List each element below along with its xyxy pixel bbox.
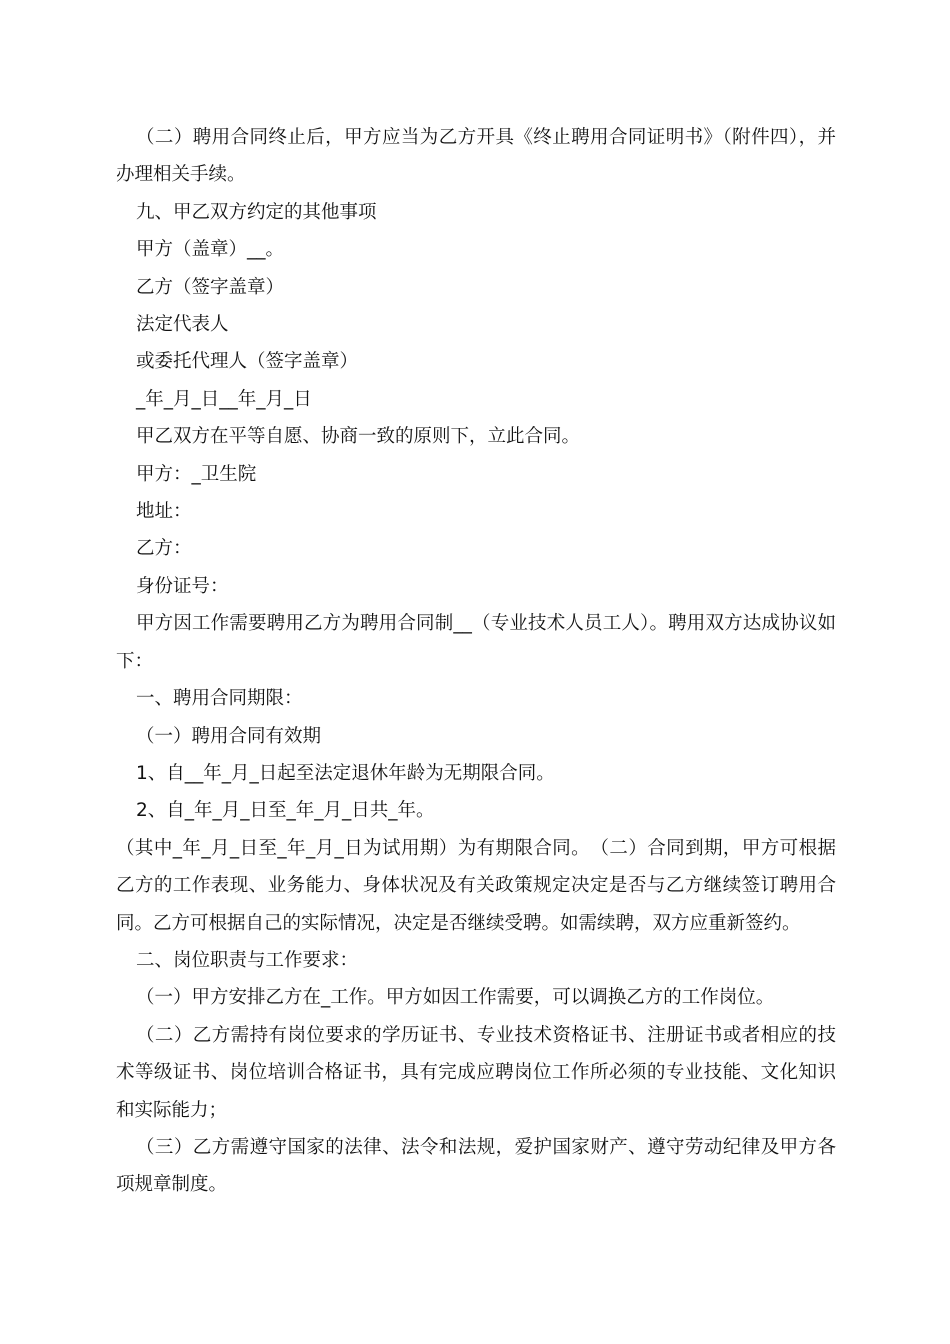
party-a-name-line: 甲方：_卫生院	[136, 463, 257, 485]
party-a-seal-line: 甲方（盖章）__。	[136, 239, 285, 261]
paragraph-contract-termination-certificate: （二）聘用合同终止后，甲方应当为乙方开具《终止聘用合同证明书》（附件四），并办理相关手续。	[116, 127, 836, 186]
clause-indefinite-contract: 1、自__年_月_日起至法定退休年龄为无期限合同。	[136, 762, 555, 784]
paragraph-employment-agreement: 甲方因工作需要聘用乙方为聘用合同制__（专业技术人员工人）。聘用双方达成协议如下：	[116, 613, 836, 672]
party-b-name-line: 乙方：	[136, 538, 192, 560]
heading-contract-term: 一、聘用合同期限：	[136, 688, 303, 710]
party-b-signature-line: 乙方（签字盖章）	[136, 276, 285, 298]
clause-fixed-term-contract: 2、自_年_月_日至_年_月_日共_年。	[136, 800, 435, 822]
paragraph-probation-and-renewal: （其中_年_月_日至_年_月_日为试用期）为有期限合同。 （二）合同到期，甲方可根据乙方的工作表现、业务能力、身体状况及有关政策规定决定是否与乙方继续签订聘用合同。乙方可根据自己的实际情况，决定是否继续受聘。如需续聘，双方应重新签约。	[116, 837, 836, 934]
paragraph-contract-principle: 甲乙双方在平等自愿、协商一致的原则下，立此合同。	[136, 426, 581, 448]
legal-representative-line: 法定代表人	[136, 314, 229, 336]
heading-other-matters: 九、甲乙双方约定的其他事项	[136, 201, 377, 223]
id-number-line: 身份证号：	[136, 575, 229, 597]
document-body	[116, 119, 836, 1204]
address-line: 地址：	[136, 501, 192, 523]
clause-work-assignment: （一）甲方安排乙方在_工作。甲方如因工作需要，可以调换乙方的工作岗位。	[136, 987, 775, 1009]
clause-compliance-requirements: （三）乙方需遵守国家的法律、法令和法规，爱护国家财产、遵守劳动纪律及甲方各项规章制度。	[116, 1136, 836, 1196]
subheading-valid-period: （一）聘用合同有效期	[136, 725, 322, 747]
clause-qualification-requirements: （二）乙方需持有岗位要求的学历证书、专业技术资格证书、注册证书或者相应的技术等级证书、岗位培训合格证书，具有完成应聘岗位工作所必须的专业技能、文化知识和实际能力；	[116, 1024, 836, 1121]
heading-duties-requirements: 二、岗位职责与工作要求：	[136, 949, 359, 971]
authorized-agent-line: 或委托代理人（签字盖章）	[136, 351, 359, 373]
signature-dates-line: _年_月_日__年_月_日	[136, 388, 312, 410]
